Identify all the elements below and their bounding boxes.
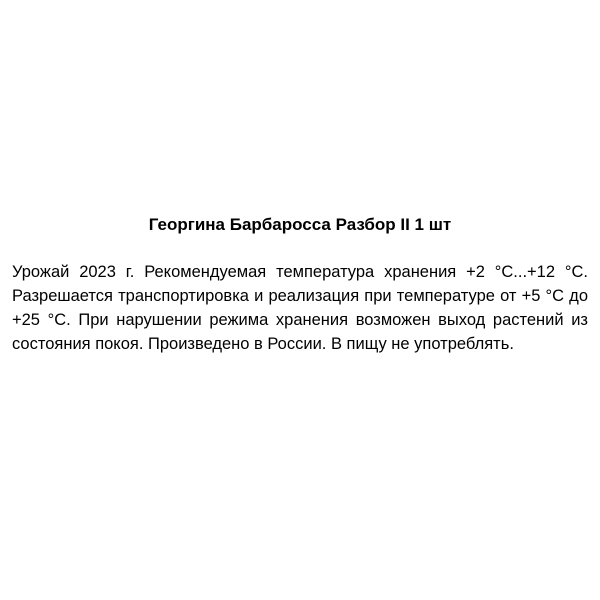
product-title: Георгина Барбаросса Разбор II 1 шт — [148, 215, 452, 234]
product-label — [12, 214, 588, 356]
product-description: Урожай 2023 г. Рекомендуемая температура хранения +2 °С...+12 °С. Разрешается транспортировка и реализация при температуре от +5 °С до +25 °С. При нарушении режима хранения возможен выход растений из состояния покоя. Произведено в России. В пищу не употреблять. — [12, 263, 588, 353]
